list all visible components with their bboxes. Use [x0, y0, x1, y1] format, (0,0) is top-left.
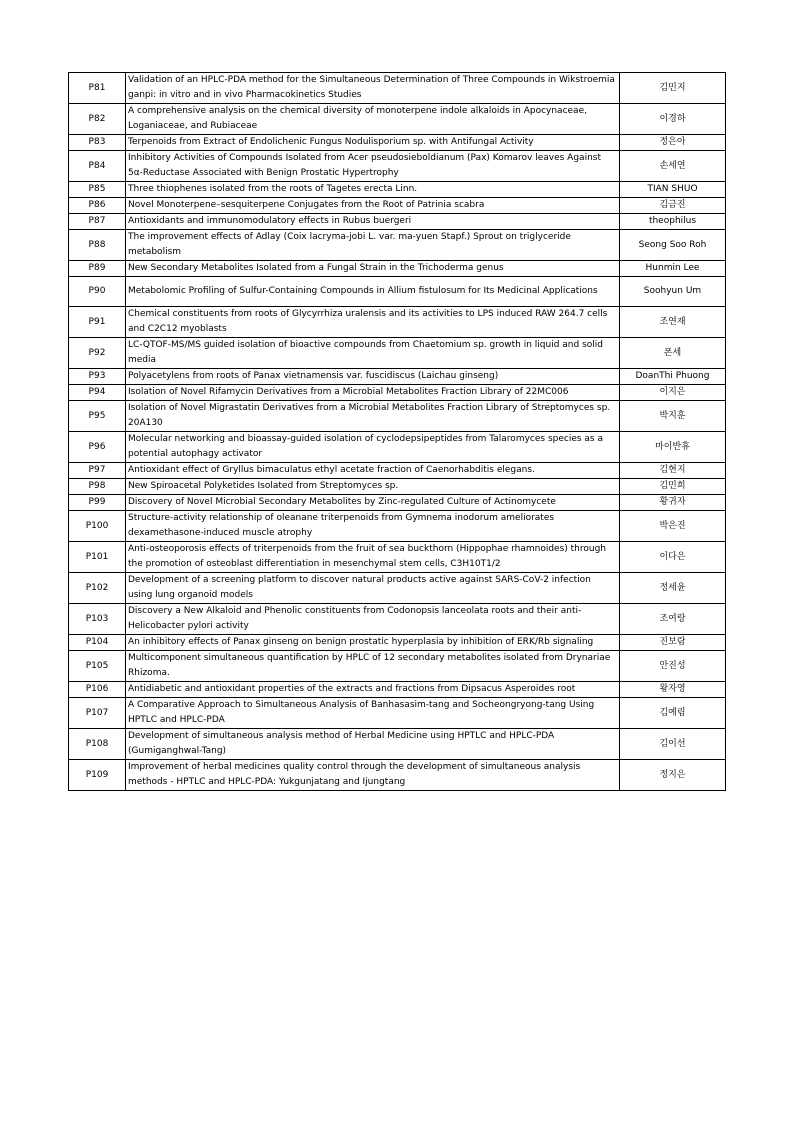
poster-author-cell: 김민희 — [620, 479, 726, 495]
poster-author-cell: 황귀자 — [620, 495, 726, 511]
poster-author-cell: 폰세 — [620, 338, 726, 369]
poster-title-cell: Inhibitory Activities of Compounds Isolated from Acer pseudosieboldianum (Pax) Komarov leaves Against 5α-Reductase Associated with Benign Prostatic Hypertrophy — [126, 151, 620, 182]
poster-id-cell: P98 — [69, 479, 126, 495]
poster-author-cell: 마이반휴 — [620, 432, 726, 463]
table-row — [69, 760, 726, 791]
poster-author-cell: 박은진 — [620, 511, 726, 542]
poster-author-cell: 왕자영 — [620, 682, 726, 698]
table-row — [69, 463, 726, 479]
poster-author-cell: 조연재 — [620, 307, 726, 338]
poster-title-cell: Anti-osteoporosis effects of triterpenoids from the fruit of sea buckthorn (Hippophae rhamnoides) through the promotion of osteoblast differentiation in mesenchymal stem cells, C3H10T1/2 — [126, 542, 620, 573]
poster-list-table — [68, 72, 726, 791]
poster-author-cell: 김금진 — [620, 198, 726, 214]
poster-id-cell: P103 — [69, 604, 126, 635]
poster-author-cell: 김현지 — [620, 463, 726, 479]
table-row — [69, 495, 726, 511]
table-row — [69, 511, 726, 542]
poster-author-cell: Seong Soo Roh — [620, 230, 726, 261]
poster-title-cell: Multicomponent simultaneous quantification by HPLC of 12 secondary metabolites isolated from Drynariae Rhizoma. — [126, 651, 620, 682]
poster-title-cell: Discovery a New Alkaloid and Phenolic constituents from Codonopsis lanceolata roots and their anti-Helicobacter pylori activity — [126, 604, 620, 635]
table-row — [69, 214, 726, 230]
table-row — [69, 385, 726, 401]
poster-title-cell: Antioxidant effect of Gryllus bimaculatus ethyl acetate fraction of Caenorhabditis elegans. — [126, 463, 620, 479]
table-row — [69, 73, 726, 104]
poster-id-cell: P92 — [69, 338, 126, 369]
poster-id-cell: P95 — [69, 401, 126, 432]
table-row — [69, 682, 726, 698]
poster-list-body — [69, 73, 726, 791]
table-row — [69, 198, 726, 214]
poster-title-cell: Improvement of herbal medicines quality control through the development of simultaneous analysis methods - HPTLC and HPLC-PDA: Yukgunjatang and Ijungtang — [126, 760, 620, 791]
table-row — [69, 104, 726, 135]
poster-id-cell: P102 — [69, 573, 126, 604]
poster-id-cell: P85 — [69, 182, 126, 198]
poster-author-cell: 안진성 — [620, 651, 726, 682]
poster-author-cell: Hunmin Lee — [620, 261, 726, 277]
table-row — [69, 698, 726, 729]
poster-author-cell: Soohyun Um — [620, 277, 726, 307]
poster-title-cell: Polyacetylens from roots of Panax vietnamensis var. fuscidiscus (Laichau ginseng) — [126, 369, 620, 385]
poster-title-cell: Discovery of Novel Microbial Secondary Metabolites by Zinc-regulated Culture of Actinomycete — [126, 495, 620, 511]
poster-author-cell: 이지은 — [620, 385, 726, 401]
poster-title-cell: The improvement effects of Adlay (Coix lacryma-jobi L. var. ma-yuen Stapf.) Sprout on triglyceride metabolism — [126, 230, 620, 261]
poster-title-cell: Isolation of Novel Migrastatin Derivatives from a Microbial Metabolites Fraction Library of Streptomyces sp. 20A130 — [126, 401, 620, 432]
table-row — [69, 307, 726, 338]
table-row — [69, 135, 726, 151]
poster-title-cell: Novel Monoterpene–sesquiterpene Conjugates from the Root of Patrinia scabra — [126, 198, 620, 214]
table-row — [69, 604, 726, 635]
poster-title-cell: Chemical constituents from roots of Glycyrrhiza uralensis and its activities to LPS induced RAW 264.7 cells and C2C12 myoblasts — [126, 307, 620, 338]
poster-id-cell: P101 — [69, 542, 126, 573]
poster-id-cell: P104 — [69, 635, 126, 651]
table-row — [69, 573, 726, 604]
table-row — [69, 401, 726, 432]
poster-title-cell: Validation of an HPLC-PDA method for the Simultaneous Determination of Three Compounds in Wikstroemia ganpi: in vitro and in vivo Pharmacokinetics Studies — [126, 73, 620, 104]
poster-id-cell: P87 — [69, 214, 126, 230]
poster-author-cell: 조여랑 — [620, 604, 726, 635]
table-row — [69, 277, 726, 307]
table-row — [69, 432, 726, 463]
poster-id-cell: P94 — [69, 385, 126, 401]
poster-id-cell: P100 — [69, 511, 126, 542]
poster-author-cell: 이다은 — [620, 542, 726, 573]
poster-author-cell: 진보람 — [620, 635, 726, 651]
poster-author-cell: 이경하 — [620, 104, 726, 135]
poster-id-cell: P89 — [69, 261, 126, 277]
poster-title-cell: Metabolomic Profiling of Sulfur-Containing Compounds in Allium fistulosum for Its Medicinal Applications — [126, 277, 620, 307]
poster-author-cell: theophilus — [620, 214, 726, 230]
poster-author-cell: 박지훈 — [620, 401, 726, 432]
poster-id-cell: P81 — [69, 73, 126, 104]
poster-id-cell: P107 — [69, 698, 126, 729]
poster-title-cell: New Secondary Metabolites Isolated from a Fungal Strain in the Trichoderma genus — [126, 261, 620, 277]
table-row — [69, 261, 726, 277]
poster-title-cell: A comprehensive analysis on the chemical diversity of monoterpene indole alkaloids in Apocynaceae, Loganiaceae, and Rubiaceae — [126, 104, 620, 135]
poster-author-cell: 정은아 — [620, 135, 726, 151]
poster-id-cell: P93 — [69, 369, 126, 385]
poster-id-cell: P91 — [69, 307, 126, 338]
poster-id-cell: P88 — [69, 230, 126, 261]
poster-author-cell: 정지은 — [620, 760, 726, 791]
poster-id-cell: P83 — [69, 135, 126, 151]
poster-title-cell: Development of simultaneous analysis method of Herbal Medicine using HPTLC and HPLC-PDA (Gumiganghwal-Tang) — [126, 729, 620, 760]
table-row — [69, 369, 726, 385]
poster-author-cell: 손세연 — [620, 151, 726, 182]
poster-id-cell: P105 — [69, 651, 126, 682]
poster-id-cell: P96 — [69, 432, 126, 463]
poster-author-cell: 정세윤 — [620, 573, 726, 604]
poster-author-cell: 김민지 — [620, 73, 726, 104]
poster-id-cell: P106 — [69, 682, 126, 698]
poster-id-cell: P108 — [69, 729, 126, 760]
table-row — [69, 635, 726, 651]
table-row — [69, 729, 726, 760]
table-row — [69, 230, 726, 261]
poster-id-cell: P90 — [69, 277, 126, 307]
table-row — [69, 651, 726, 682]
poster-title-cell: Development of a screening platform to discover natural products active against SARS-CoV-2 infection using lung organoid models — [126, 573, 620, 604]
poster-id-cell: P97 — [69, 463, 126, 479]
poster-title-cell: LC-QTOF-MS/MS guided isolation of bioactive compounds from Chaetomium sp. growth in liquid and solid media — [126, 338, 620, 369]
table-row — [69, 182, 726, 198]
poster-title-cell: New Spiroacetal Polyketides Isolated from Streptomyces sp. — [126, 479, 620, 495]
poster-id-cell: P99 — [69, 495, 126, 511]
poster-title-cell: An inhibitory effects of Panax ginseng on benign prostatic hyperplasia by inhibition of ERK/Rb signaling — [126, 635, 620, 651]
poster-title-cell: Molecular networking and bioassay-guided isolation of cyclodepsipeptides from Talaromyces species as a potential autophagy activator — [126, 432, 620, 463]
table-row — [69, 479, 726, 495]
poster-author-cell: DoanThi Phuong — [620, 369, 726, 385]
poster-author-cell: TIAN SHUO — [620, 182, 726, 198]
poster-title-cell: Three thiophenes isolated from the roots of Tagetes erecta Linn. — [126, 182, 620, 198]
poster-id-cell: P84 — [69, 151, 126, 182]
poster-title-cell: Structure-activity relationship of oleanane triterpenoids from Gymnema inodorum ameliorates dexamethasone-induced muscle atrophy — [126, 511, 620, 542]
table-row — [69, 542, 726, 573]
poster-id-cell: P82 — [69, 104, 126, 135]
poster-author-cell: 김예림 — [620, 698, 726, 729]
poster-id-cell: P86 — [69, 198, 126, 214]
poster-title-cell: Isolation of Novel Rifamycin Derivatives from a Microbial Metabolites Fraction Library of 22MC006 — [126, 385, 620, 401]
table-row — [69, 151, 726, 182]
poster-title-cell: Antidiabetic and antioxidant properties of the extracts and fractions from Dipsacus Asperoides root — [126, 682, 620, 698]
poster-id-cell: P109 — [69, 760, 126, 791]
table-row — [69, 338, 726, 369]
poster-author-cell: 김이선 — [620, 729, 726, 760]
poster-title-cell: A Comparative Approach to Simultaneous Analysis of Banhasasim-tang and Socheongryong-tang Using HPTLC and HPLC-PDA — [126, 698, 620, 729]
poster-title-cell: Antioxidants and immunomodulatory effects in Rubus buergeri — [126, 214, 620, 230]
poster-title-cell: Terpenoids from Extract of Endolichenic Fungus Nodulisporium sp. with Antifungal Activity — [126, 135, 620, 151]
